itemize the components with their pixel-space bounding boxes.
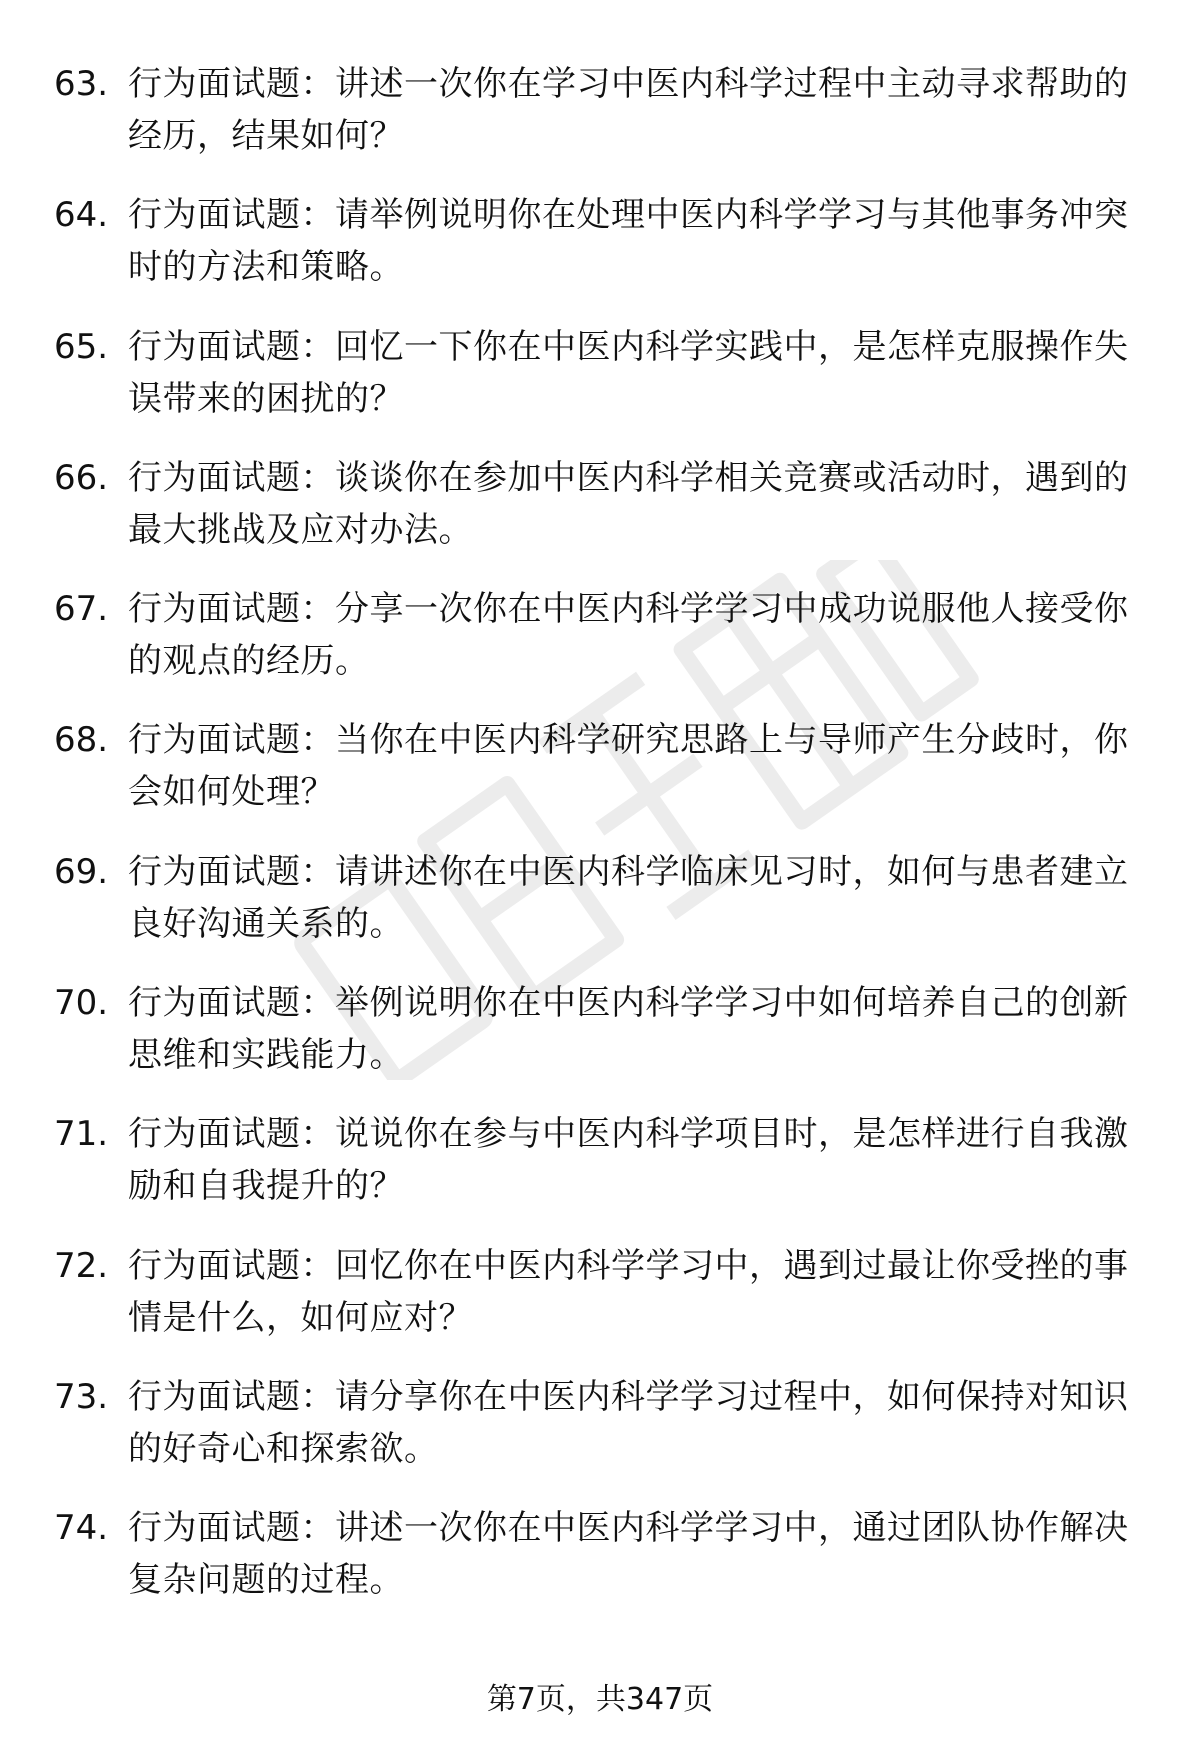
list-item: [0, 452, 1200, 583]
question-text: 行为面试题：分享一次你在中医内科学学习中成功说服他人接受你的观点的经历。: [128, 589, 1129, 682]
question-text: 行为面试题：举例说明你在中医内科学学习中如何培养自己的创新思维和实践能力。: [128, 983, 1129, 1076]
question-text: 行为面试题：讲述一次你在学习中医内科学过程中主动寻求帮助的经历，结果如何？: [128, 64, 1129, 156]
question-text: 行为面试题：当你在中医内科学研究思路上与导师产生分歧时，你会如何处理？: [128, 720, 1129, 813]
question-number: 71.: [54, 1114, 109, 1155]
question-text: 行为面试题：回忆一下你在中医内科学实践中，是怎样克服操作失误带来的困扰的？: [128, 326, 1129, 419]
question-number: 67.: [54, 589, 109, 630]
list-item: [0, 321, 1200, 452]
list-item: [0, 846, 1200, 977]
question-text: 行为面试题：谈谈你在参加中医内科学相关竞赛或活动时，遇到的最大挑战及应对办法。: [128, 457, 1129, 550]
question-number: 72.: [54, 1245, 109, 1286]
question-number: 63.: [54, 64, 109, 104]
question-number: 68.: [54, 720, 109, 761]
list-item: [0, 583, 1200, 714]
list-item: [0, 1502, 1200, 1633]
list-item: [0, 714, 1200, 845]
list-item: [0, 1371, 1200, 1502]
question-text: 行为面试题：请分享你在中医内科学学习过程中，如何保持对知识的好奇心和探索欲。: [128, 1376, 1129, 1469]
question-number: 66.: [54, 457, 109, 498]
question-number: 69.: [54, 851, 109, 892]
question-number: 64.: [54, 195, 109, 236]
question-text: 行为面试题：讲述一次你在中医内科学学习中，通过团队协作解决复杂问题的过程。: [128, 1508, 1129, 1601]
question-number: 74.: [54, 1508, 109, 1549]
question-list: [0, 58, 1200, 1634]
question-text: 行为面试题：请讲述你在中医内科学临床见习时，如何与患者建立良好沟通关系的。: [128, 851, 1129, 944]
question-text: 行为面试题：回忆你在中医内科学学习中，遇到过最让你受挫的事情是什么，如何应对？: [128, 1245, 1129, 1338]
list-item: [0, 1108, 1200, 1239]
question-text: 行为面试题：请举例说明你在处理中医内科学学习与其他事务冲突时的方法和策略。: [128, 195, 1129, 288]
question-number: 73.: [54, 1376, 109, 1417]
page-indicator: 第7页，共347页: [486, 1682, 714, 1717]
question-text: 行为面试题：说说你在参与中医内科学项目时，是怎样进行自我激励和自我提升的？: [128, 1114, 1129, 1207]
question-number: 70.: [54, 983, 109, 1024]
list-item: [0, 58, 1200, 189]
question-number: 65.: [54, 326, 109, 367]
list-item: [0, 1240, 1200, 1371]
list-item: [0, 977, 1200, 1108]
list-item: [0, 189, 1200, 320]
